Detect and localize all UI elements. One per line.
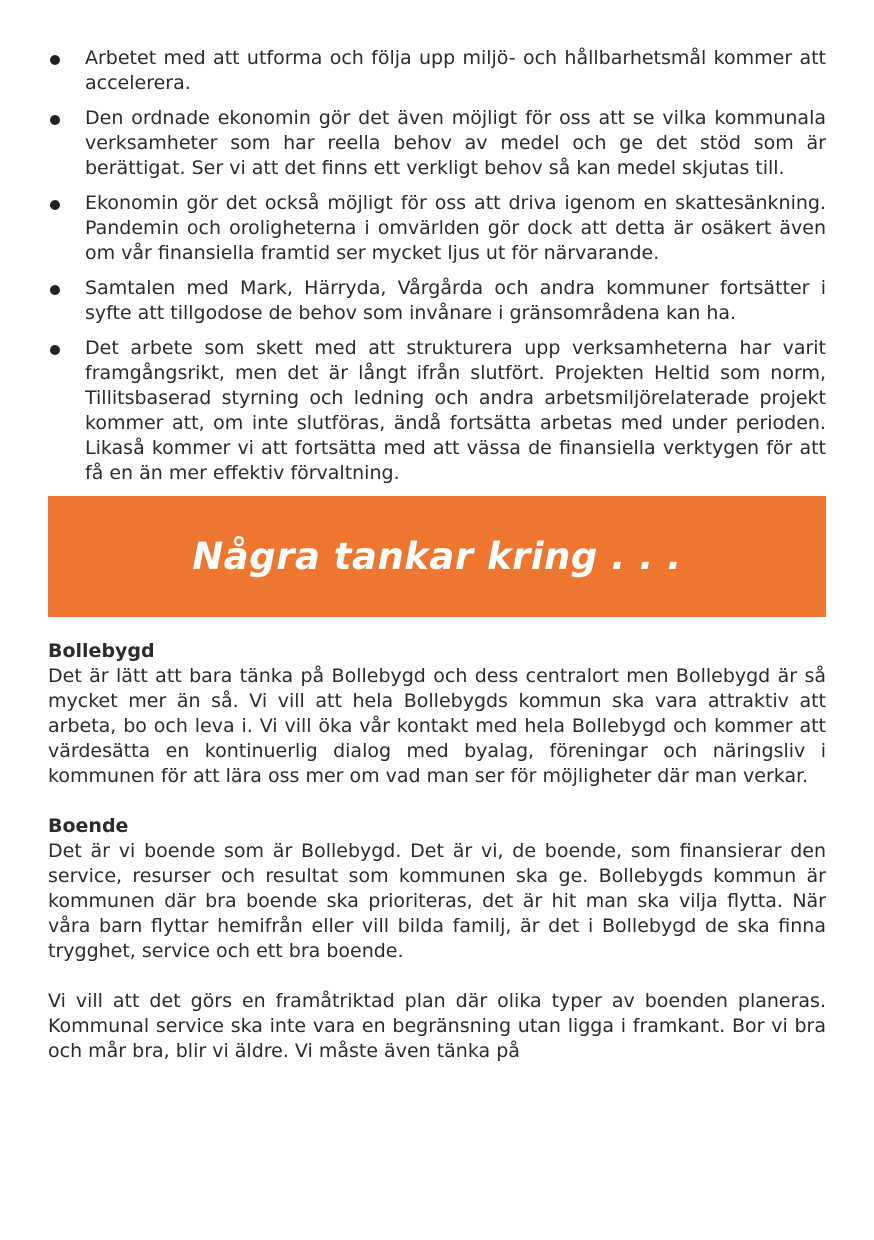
list-item: [48, 191, 826, 266]
section-heading: Bollebygd: [48, 640, 155, 662]
section-boende: [48, 814, 826, 1064]
bullet-text: Det arbete som skett med att strukturera upp verksamheterna har varit framgångsrikt, men det är långt ifrån slutfört. Projekten Heltid som norm, Tillitsbaserad styrning och ledning och andra arbetsmiljörelaterade projekt kommer att, om inte slutföras, ändå fortsätta arbetas med under perioden. Likaså kommer vi att fortsätta med att vässa de finansiella verktygen för att få en än mer effektiv förvaltning.: [85, 337, 826, 484]
bullet-icon: [50, 55, 60, 65]
document-page: [48, 46, 826, 1064]
section-paragraph: Vi vill att det görs en framåtriktad plan där olika typer av boenden planeras. Kommunal service ska inte vara en begränsning utan ligga i framkant. Bor vi bra och mår bra, blir vi äldre. Vi måste även tänka på: [48, 990, 826, 1062]
bullet-icon: [50, 115, 60, 125]
banner-title: Några tankar kring . . .: [192, 535, 682, 578]
section-bollebygd: [48, 639, 826, 789]
bullet-icon: [50, 285, 60, 295]
bullet-list: [48, 46, 826, 486]
list-item: [48, 46, 826, 96]
list-item: [48, 106, 826, 181]
list-item: [48, 336, 826, 486]
bullet-text: Arbetet med att utforma och följa upp miljö- och hållbarhetsmål kommer att accelerera.: [85, 47, 826, 94]
bullet-text: Den ordnade ekonomin gör det även möjligt för oss att se vilka kommunala verksamheter som har reella behov av medel och ge det stöd som är berättigat. Ser vi att det finns ett verkligt behov så kan medel skjutas till.: [85, 107, 826, 179]
section-paragraph: Det är lätt att bara tänka på Bollebygd och dess centralort men Bollebygd är så mycket mer än så. Vi vill att hela Bollebygds kommun ska vara attraktiv att arbeta, bo och leva i. Vi vill öka vår kontakt med hela Bollebygd och kommer att värdesätta en kontinuerlig dialog med byalag, föreningar och näringsliv i kommunen för att lära oss mer om vad man ser för möjligheter där man verkar.: [48, 665, 826, 787]
section-heading: Boende: [48, 815, 129, 837]
list-item: [48, 276, 826, 326]
bullet-icon: [50, 345, 60, 355]
section-banner: [48, 496, 826, 617]
bullet-text: Samtalen med Mark, Härryda, Vårgårda och andra kommuner fortsätter i syfte att tillgodose de behov som invånare i gränsområdena kan ha.: [85, 277, 826, 324]
bullet-text: Ekonomin gör det också möjligt för oss att driva igenom en skattesänkning. Pandemin och oroligheterna i omvärlden gör dock att detta är osäkert även om vår finansiella framtid ser mycket ljus ut för närvarande.: [85, 192, 826, 264]
section-paragraph: Det är vi boende som är Bollebygd. Det är vi, de boende, som finansierar den service, resurser och resultat som kommunen ska ge. Bollebygds kommun är kommunen där bra boende ska prioriteras, det är hit man ska vilja flytta. När våra barn flyttar hemifrån eller vill bilda familj, är det i Bollebygd de ska finna trygghet, service och ett bra boende.: [48, 840, 826, 962]
bullet-icon: [50, 200, 60, 210]
